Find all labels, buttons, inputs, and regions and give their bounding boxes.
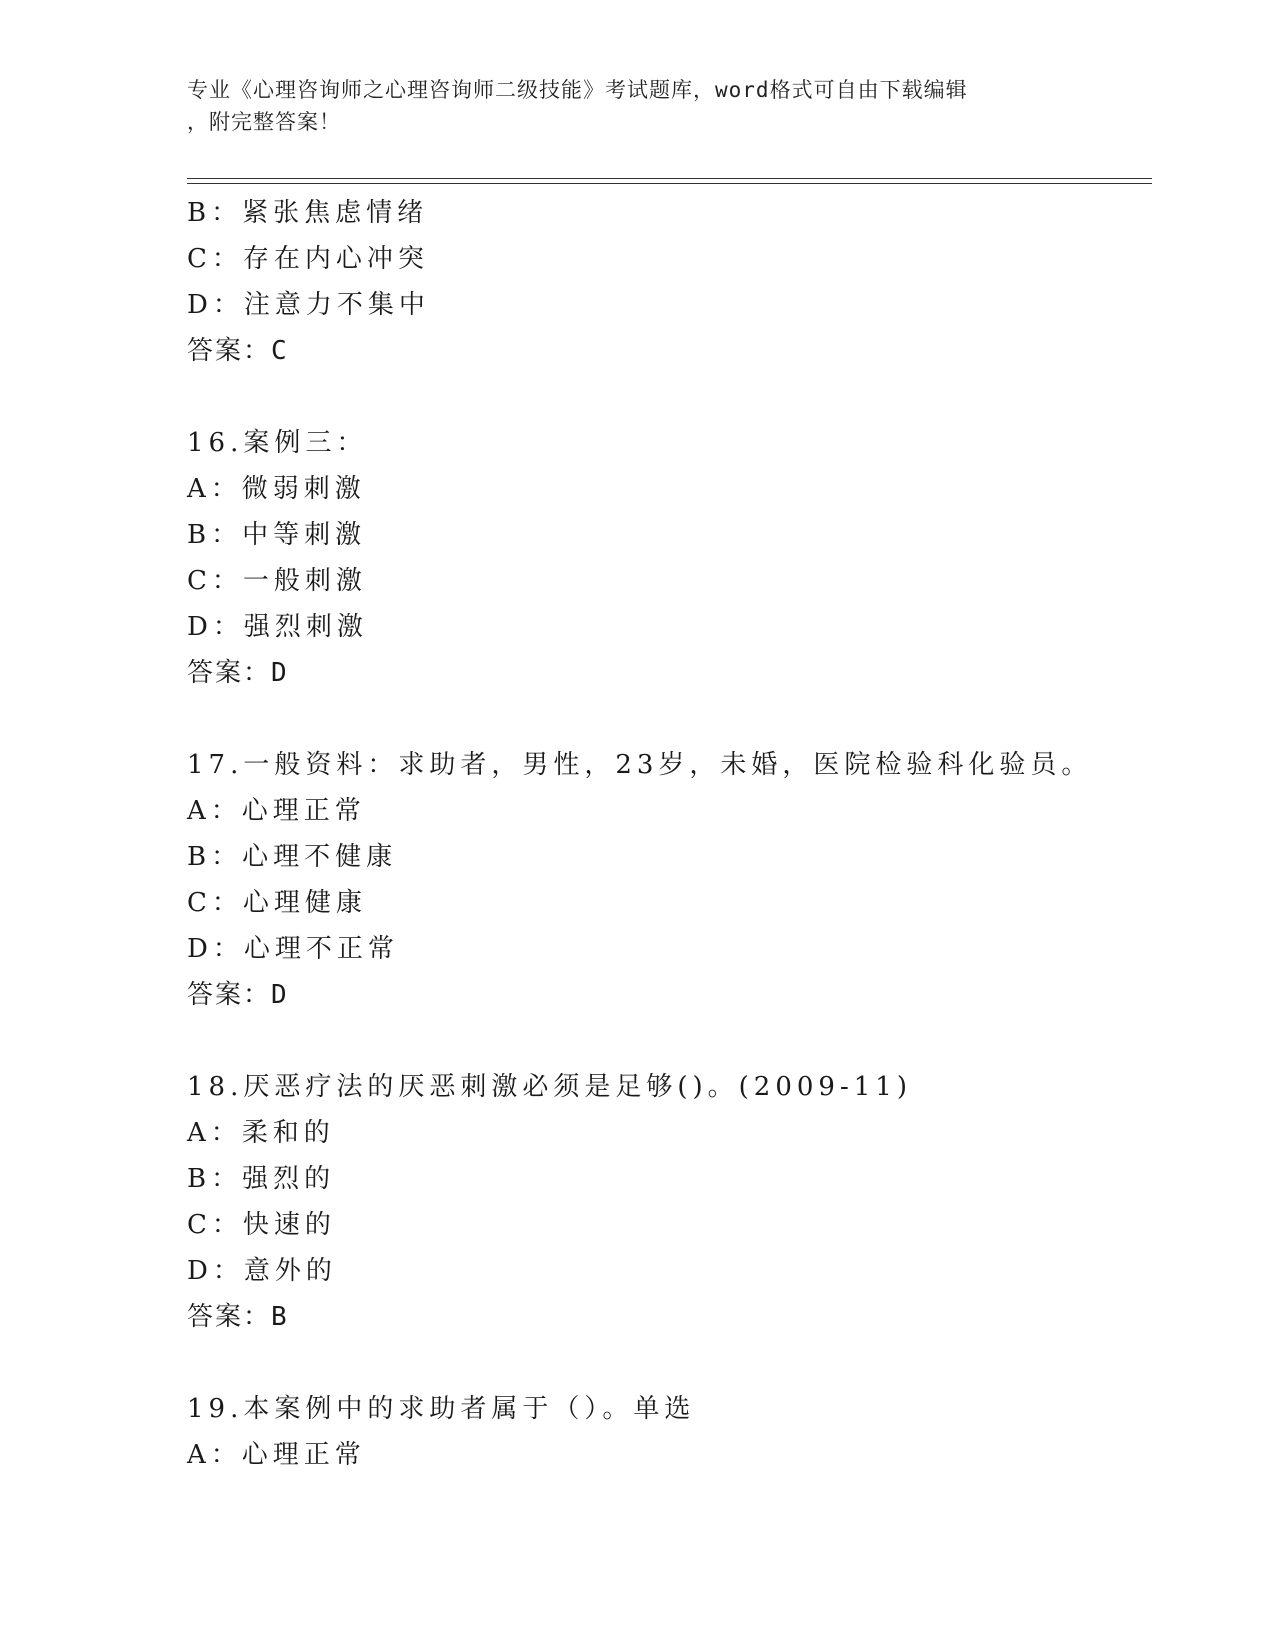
option-b: B：中等刺激	[187, 520, 367, 550]
answer-value: D	[271, 658, 287, 688]
header-divider-bottom	[187, 183, 1152, 184]
option-b: B：强烈的	[187, 1164, 336, 1194]
question-stem: 18.厌恶疗法的厌恶刺激必须是足够()。(2009-11)	[187, 1072, 912, 1102]
spacer	[187, 696, 1147, 742]
question-block-continued	[187, 190, 1147, 374]
option-b: B：紧张焦虑情绪	[187, 198, 429, 228]
spacer	[187, 374, 1147, 420]
header-line-2: ，附完整答案！	[187, 110, 341, 134]
question-block-19	[187, 1386, 1147, 1478]
question-stem: 17.一般资料：求助者，男性，23岁，未婚，医院检验科化验员。	[187, 750, 1093, 780]
answer-value: D	[271, 980, 287, 1010]
answer-value: B	[271, 1302, 287, 1332]
option-c: C：心理健康	[187, 888, 367, 918]
option-a: A：微弱刺激	[187, 474, 366, 504]
answer-line	[187, 972, 1147, 1018]
option-a: A：柔和的	[187, 1118, 335, 1148]
document-header	[187, 74, 1067, 138]
header-line-1: 专业《心理咨询师之心理咨询师二级技能》考试题库，word格式可自由下载编辑	[187, 78, 968, 102]
option-d: D：注意力不集中	[187, 290, 430, 320]
answer-label: 答案：	[187, 980, 272, 1010]
answer-line	[187, 1294, 1147, 1340]
answer-line	[187, 328, 1147, 374]
option-d: D：强烈刺激	[187, 612, 368, 642]
header-divider-top	[187, 178, 1152, 179]
option-c: C：快速的	[187, 1210, 336, 1240]
option-b: B：心理不健康	[187, 842, 398, 872]
answer-label: 答案：	[187, 1302, 272, 1332]
spacer	[187, 1340, 1147, 1386]
option-a: A：心理正常	[187, 1440, 366, 1470]
spacer	[187, 1018, 1147, 1064]
answer-label: 答案：	[187, 658, 272, 688]
option-a: A：心理正常	[187, 796, 366, 826]
option-c: C：一般刺激	[187, 566, 367, 596]
option-c: C：存在内心冲突	[187, 244, 429, 274]
question-stem: 19.本案例中的求助者属于（）。单选	[187, 1394, 696, 1424]
answer-label: 答案：	[187, 336, 272, 366]
question-block-17	[187, 742, 1147, 1018]
question-stem: 16.案例三：	[187, 428, 368, 458]
question-list	[187, 190, 1147, 1478]
answer-value: C	[271, 336, 287, 366]
answer-line	[187, 650, 1147, 696]
option-d: D：意外的	[187, 1256, 337, 1286]
question-block-18	[187, 1064, 1147, 1340]
option-d: D：心理不正常	[187, 934, 399, 964]
question-block-16	[187, 420, 1147, 696]
